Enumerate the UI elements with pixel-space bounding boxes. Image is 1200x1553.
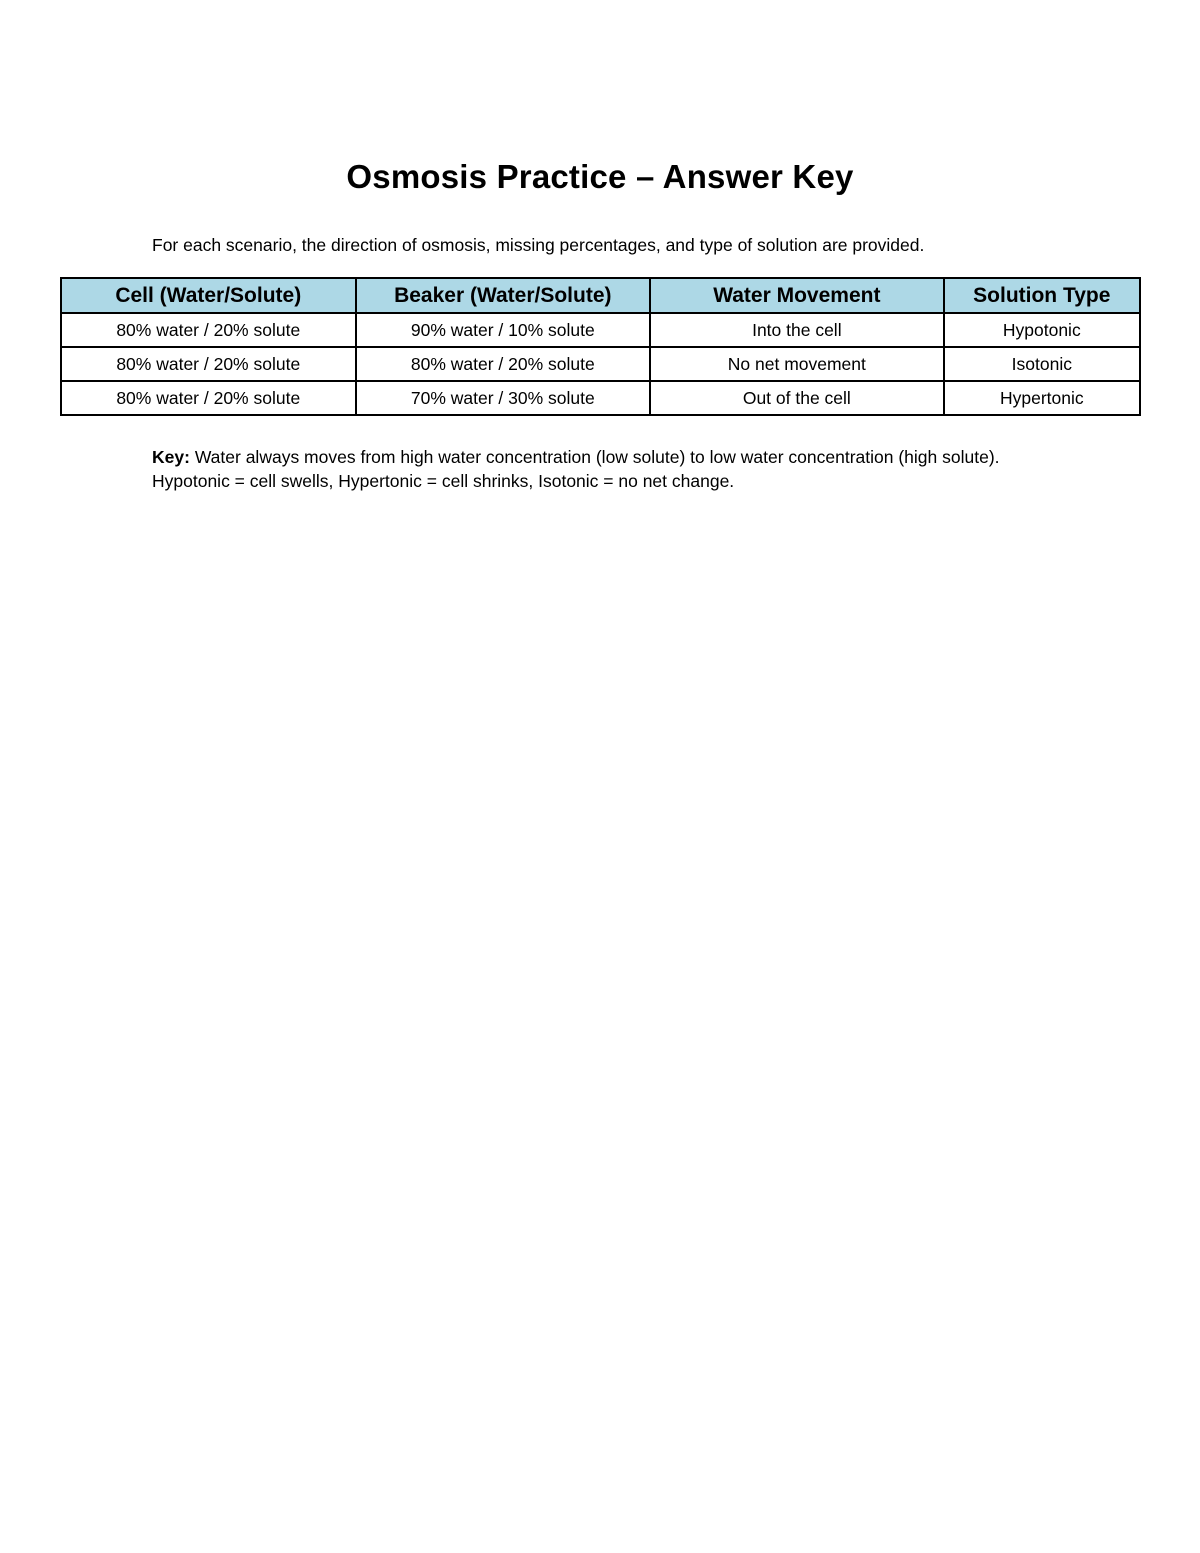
column-header-beaker: Beaker (Water/Solute) xyxy=(356,278,651,313)
table-cell: 90% water / 10% solute xyxy=(356,313,651,347)
table-row xyxy=(61,313,1140,347)
table-cell: 80% water / 20% solute xyxy=(61,347,356,381)
column-header-water-movement: Water Movement xyxy=(650,278,944,313)
table-cell: 80% water / 20% solute xyxy=(356,347,651,381)
column-header-cell: Cell (Water/Solute) xyxy=(61,278,356,313)
table-row xyxy=(61,381,1140,415)
table-cell: Hypotonic xyxy=(944,313,1140,347)
table-cell: Isotonic xyxy=(944,347,1140,381)
table-cell: Out of the cell xyxy=(650,381,944,415)
table-header-row xyxy=(61,278,1140,313)
table-cell: 80% water / 20% solute xyxy=(61,313,356,347)
table-cell: Hypertonic xyxy=(944,381,1140,415)
table-cell: 80% water / 20% solute xyxy=(61,381,356,415)
table-row xyxy=(61,347,1140,381)
answer-table xyxy=(60,277,1141,416)
key-text: Water always moves from high water concentration (low solute) to low water concentration (high solute). Hypotonic = cell swells, Hypertonic = cell shrinks, Isotonic = no net change. xyxy=(152,447,1000,491)
table-cell: Into the cell xyxy=(650,313,944,347)
key-note xyxy=(152,445,1052,493)
document-title: Osmosis Practice – Answer Key xyxy=(346,158,854,195)
table-cell: No net movement xyxy=(650,347,944,381)
intro-paragraph: For each scenario, the direction of osmosis, missing percentages, and type of solution are provided. xyxy=(152,235,925,255)
table-cell: 70% water / 30% solute xyxy=(356,381,651,415)
column-header-solution-type: Solution Type xyxy=(944,278,1140,313)
key-label: Key: xyxy=(152,447,190,467)
